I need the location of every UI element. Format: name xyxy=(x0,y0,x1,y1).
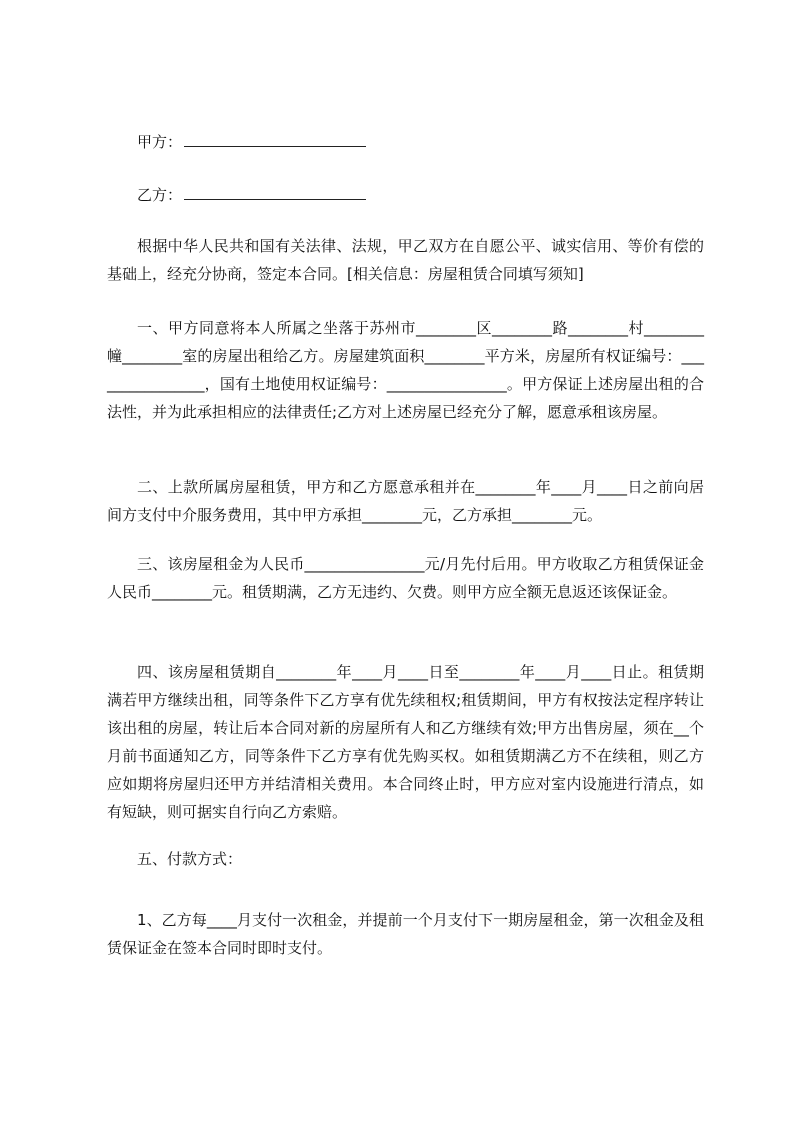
party-b-blank[interactable] xyxy=(184,185,366,200)
party-b-line xyxy=(137,185,366,205)
clause-5-title: 五、付款方式： xyxy=(137,850,243,868)
party-a-line xyxy=(137,132,366,152)
party-b-label: 乙方： xyxy=(137,186,183,204)
clause-5-item-1: 1、乙方每____月支付一次租金，并提前一个月支付下一期房屋租金，第一次租金及租赁保证金在签本合同时即时支付。 xyxy=(107,911,704,957)
clause-1: 一、甲方同意将本人所属之坐落于苏州市________区________路________村________幢________室的房屋出租给乙方。房屋建筑面积________平方米，房屋所有权证编号：________________，国有土地使用权证编号：________________。甲方保证上述房屋出租的合法性，并为此承担相应的法律责任;乙方对上述房屋已经充分了解，愿意承租该房屋。 xyxy=(107,319,704,421)
clause-3: 三、该房屋租金为人民币________________元/月先付后用。甲方收取乙方租赁保证金人民币________元。租赁期满，乙方无违约、欠费。则甲方应全额无息返还该保证金。 xyxy=(107,555,704,601)
clause-2: 二、上款所属房屋租赁，甲方和乙方愿意承租并在________年____月____日之前向居间方支付中介服务费用，其中甲方承担________元，乙方承担________元。 xyxy=(107,478,704,524)
clause-4: 四、该房屋租赁期自________年____月____日至________年____月____日止。租赁期满若甲方继续出租，同等条件下乙方享有优先续租权;租赁期间，甲方有权按法定程序转让该出租的房屋，转让后本合同对新的房屋所有人和乙方继续有效;甲方出售房屋，须在__个月前书面通知乙方，同等条件下乙方享有优先购买权。如租赁期满乙方不在续租，则乙方应如期将房屋归还甲方并结清相关费用。本合同终止时，甲方应对室内设施进行清点，如有短缺，则可据实自行向乙方索赔。 xyxy=(107,663,704,821)
intro-paragraph: 根据中华人民共和国有关法律、法规，甲乙双方在自愿公平、诚实信用、等价有偿的基础上，经充分协商，签定本合同。[相关信息：房屋租赁合同填写须知] xyxy=(107,237,704,283)
party-a-blank[interactable] xyxy=(184,132,366,147)
party-a-label: 甲方： xyxy=(137,133,183,151)
